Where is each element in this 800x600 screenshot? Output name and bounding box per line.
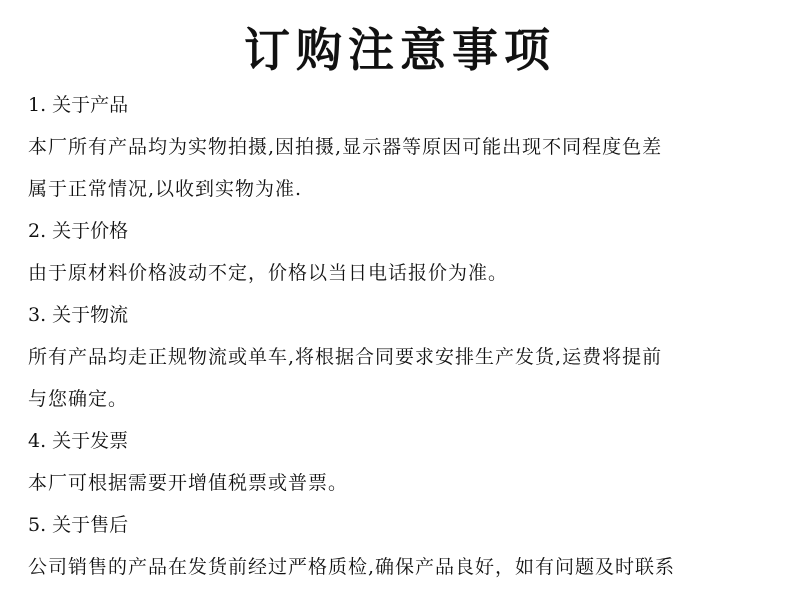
section-price-line-1: 由于原材料价格波动不定，价格以当日电话报价为准。 xyxy=(28,262,509,284)
section-heading-product: 1. 关于产品 xyxy=(28,94,129,116)
section-heading-after-sales: 5. 关于售后 xyxy=(28,514,129,536)
section-invoice-line-1: 本厂可根据需要开增值税票或普票。 xyxy=(28,472,349,494)
page-title: 订购注意事项 xyxy=(244,23,556,77)
section-after-sales-line-1: 公司销售的产品在发货前经过严格质检,确保产品良好，如有问题及时联系 xyxy=(28,556,676,578)
section-heading-price: 2. 关于价格 xyxy=(28,220,129,242)
section-logistics-line-2: 与您确定。 xyxy=(28,388,129,410)
section-product-line-2: 属于正常情况,以收到实物为准. xyxy=(28,178,303,200)
section-heading-logistics: 3. 关于物流 xyxy=(28,304,129,326)
section-logistics-line-1: 所有产品均走正规物流或单车,将根据合同要求安排生产发货,运费将提前 xyxy=(28,346,663,368)
section-product-line-1: 本厂所有产品均为实物拍摄,因拍摄,显示器等原因可能出现不同程度色差 xyxy=(28,136,663,158)
section-heading-invoice: 4. 关于发票 xyxy=(28,430,129,452)
